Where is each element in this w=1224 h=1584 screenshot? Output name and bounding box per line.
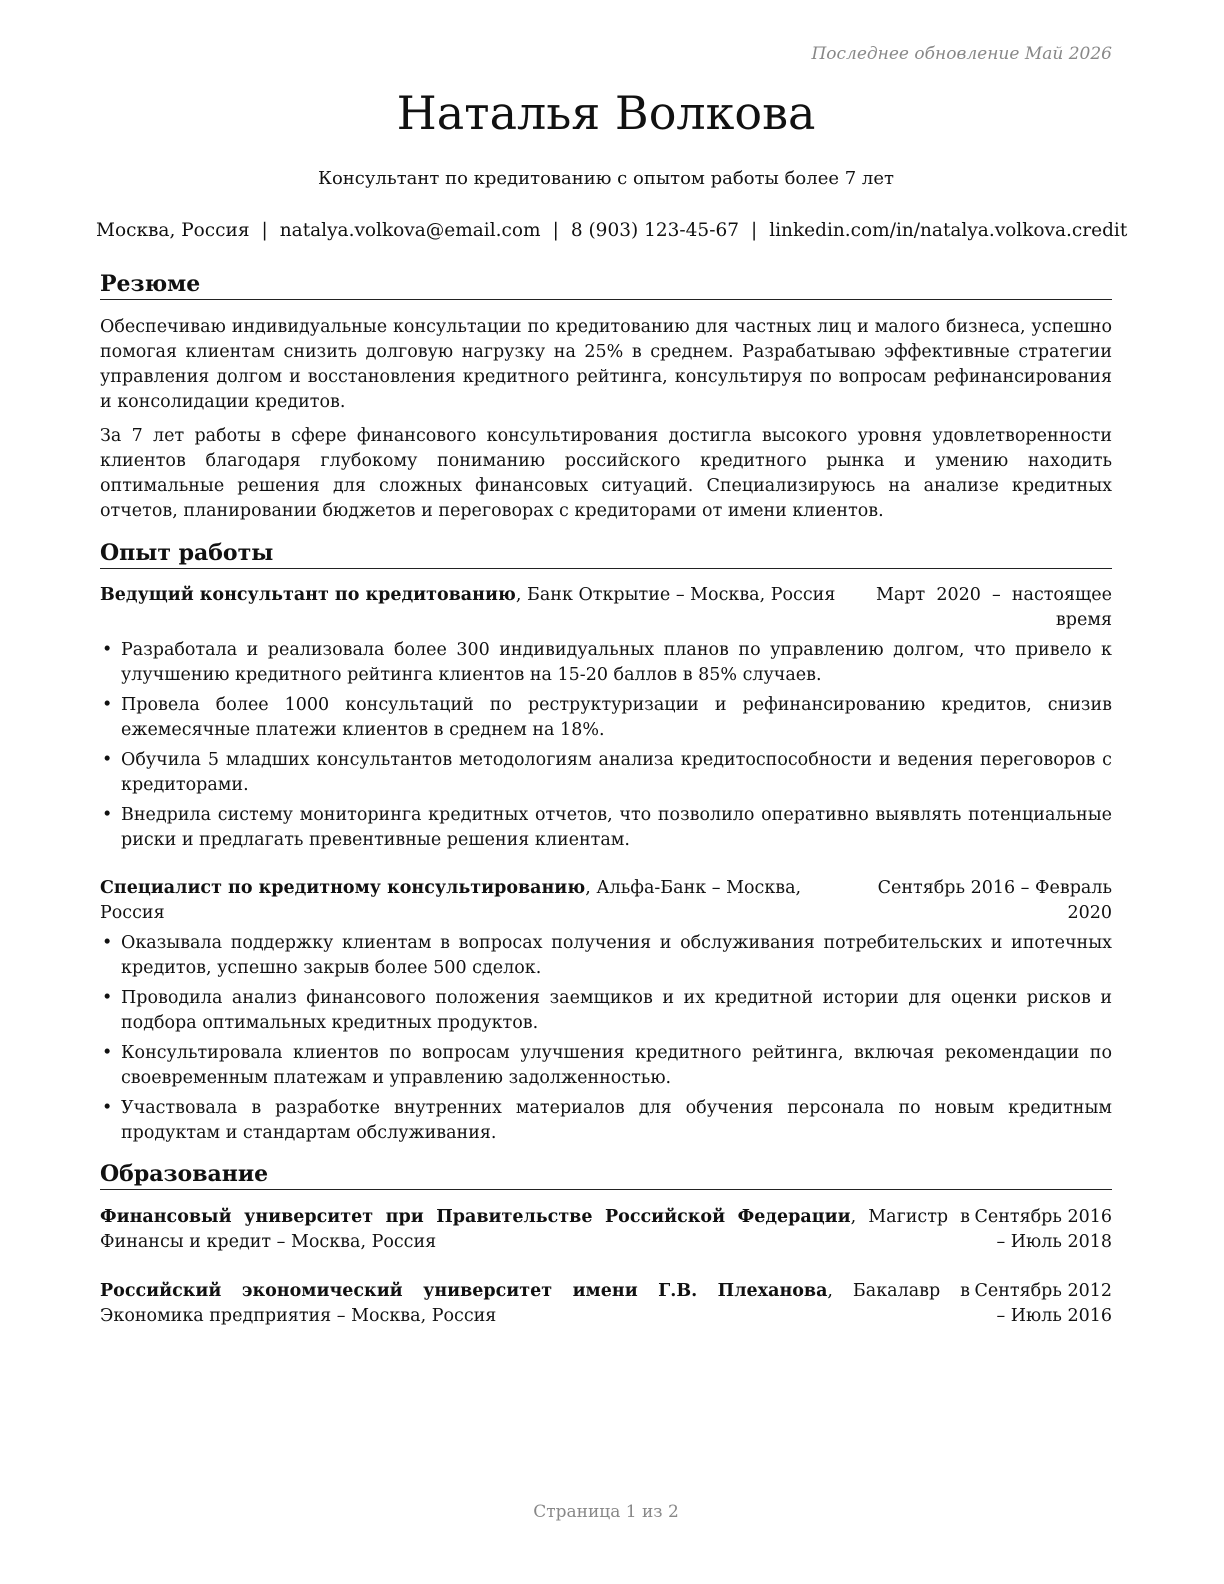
job-dates: Март 2020 – настоящее время (876, 585, 1112, 630)
job-bullet: • Проводила анализ финансового положения заемщиков и их кредитной истории для оценки рисков и подбора оптимальных кредитных продуктов. (100, 986, 1112, 1036)
job-bullet: • Участвовала в разработке внутренних материалов для обучения персонала по новым кредитным продуктам и стандартам обслуживания. (100, 1096, 1112, 1146)
job-employer: , Альфа-Банк – Москва, Россия (100, 878, 802, 923)
job-bullet: • Оказывала поддержку клиентам в вопросах получения и обслуживания потребительских и ипотечных кредитов, успешно закрыв более 500 сделок. (100, 931, 1112, 981)
contact-city: Москва, Россия (96, 220, 250, 241)
job-employer: , Банк Открытие – Москва, Россия (515, 585, 836, 605)
job-header (100, 876, 1112, 926)
contact-phone[interactable]: 8 (903) 123-45-67 (570, 220, 739, 241)
education-degree: , Магистр в Финансы и кредит – Москва, Россия (100, 1207, 970, 1252)
education-school: Российский экономический университет имени Г.В. Плеханова (100, 1281, 828, 1301)
job-bullet: • Консультировала клиентов по вопросам улучшения кредитного рейтинга, включая рекомендации по своевременным платежам и управлению задолженностью. (100, 1041, 1112, 1091)
summary-paragraph: За 7 лет работы в сфере финансового консультирования достигла высокого уровня удовлетворенности клиентов благодаря глубокому пониманию российского кредитного рынка и умению находить оптимальные решения для сложных финансовых ситуаций. Специализируюсь на анализе кредитных отчетов, планировании бюджетов и переговорах с кредиторами от имени клиентов. (100, 426, 1112, 521)
job-dates: Сентябрь 2016 – Февраль 2020 (877, 878, 1112, 923)
contact-linkedin[interactable]: linkedin.com/in/natalya.volkova.credit (769, 220, 1128, 241)
contact-separator: | (552, 220, 559, 241)
section-title-education: Образование (100, 1160, 1112, 1190)
education-school: Финансовый университет при Правительстве Российской Федерации (100, 1207, 851, 1227)
section-title-experience: Опыт работы (100, 539, 1112, 569)
job-bullet: • Провела более 1000 консультаций по реструктуризации и рефинансированию кредитов, снизив ежемесячные платежи клиентов в среднем на 18%. (100, 693, 1112, 743)
job-bullet: • Внедрила систему мониторинга кредитных отчетов, что позволило оперативно выявлять потенциальные риски и предлагать превентивные решения клиентам. (100, 803, 1112, 853)
job-position: Ведущий консультант по кредитованию (100, 585, 516, 605)
headline: Консультант по кредитованию с опытом работы более 7 лет (318, 168, 894, 189)
section-title-summary: Резюме (100, 270, 1112, 300)
education-degree: , Бакалавр в Экономика предприятия – Москва, Россия (100, 1281, 970, 1326)
candidate-name: Наталья Волкова (396, 86, 816, 140)
job-bullet: • Обучила 5 младших консультантов методологиям анализа кредитоспособности и ведения переговоров с кредиторами. (100, 748, 1112, 798)
page-number: Страница 1 из 2 (533, 1502, 679, 1522)
job-bullet: • Разработала и реализовала более 300 индивидуальных планов по управлению долгом, что привело к улучшению кредитного рейтинга клиентов на 15-20 баллов в 85% случаев. (100, 638, 1112, 688)
contact-email[interactable]: natalya.volkova@email.com (279, 220, 541, 241)
education-dates: Сентябрь 2016 – Июль 2018 (974, 1207, 1112, 1252)
education-entry (100, 1205, 1112, 1255)
summary-paragraph: Обеспечиваю индивидуальные консультации по кредитованию для частных лиц и малого бизнеса, успешно помогая клиентам снизить долговую нагрузку на 25% в среднем. Разрабатываю эффективные стратегии управления долгом и восстановления кредитного рейтинга, консультируя по вопросам рефинансирования и консолидации кредитов. (100, 317, 1112, 412)
contact-separator: | (261, 220, 268, 241)
job-position: Специалист по кредитному консультированию (100, 878, 586, 898)
resume-page (96, 0, 1128, 1584)
contact-line (96, 220, 1128, 241)
education-entry (100, 1279, 1112, 1329)
last-updated: Последнее обновление Май 2026 (811, 44, 1112, 64)
contact-separator: | (750, 220, 758, 241)
job-header (100, 583, 1112, 633)
education-dates: Сентябрь 2012 – Июль 2016 (974, 1281, 1112, 1326)
